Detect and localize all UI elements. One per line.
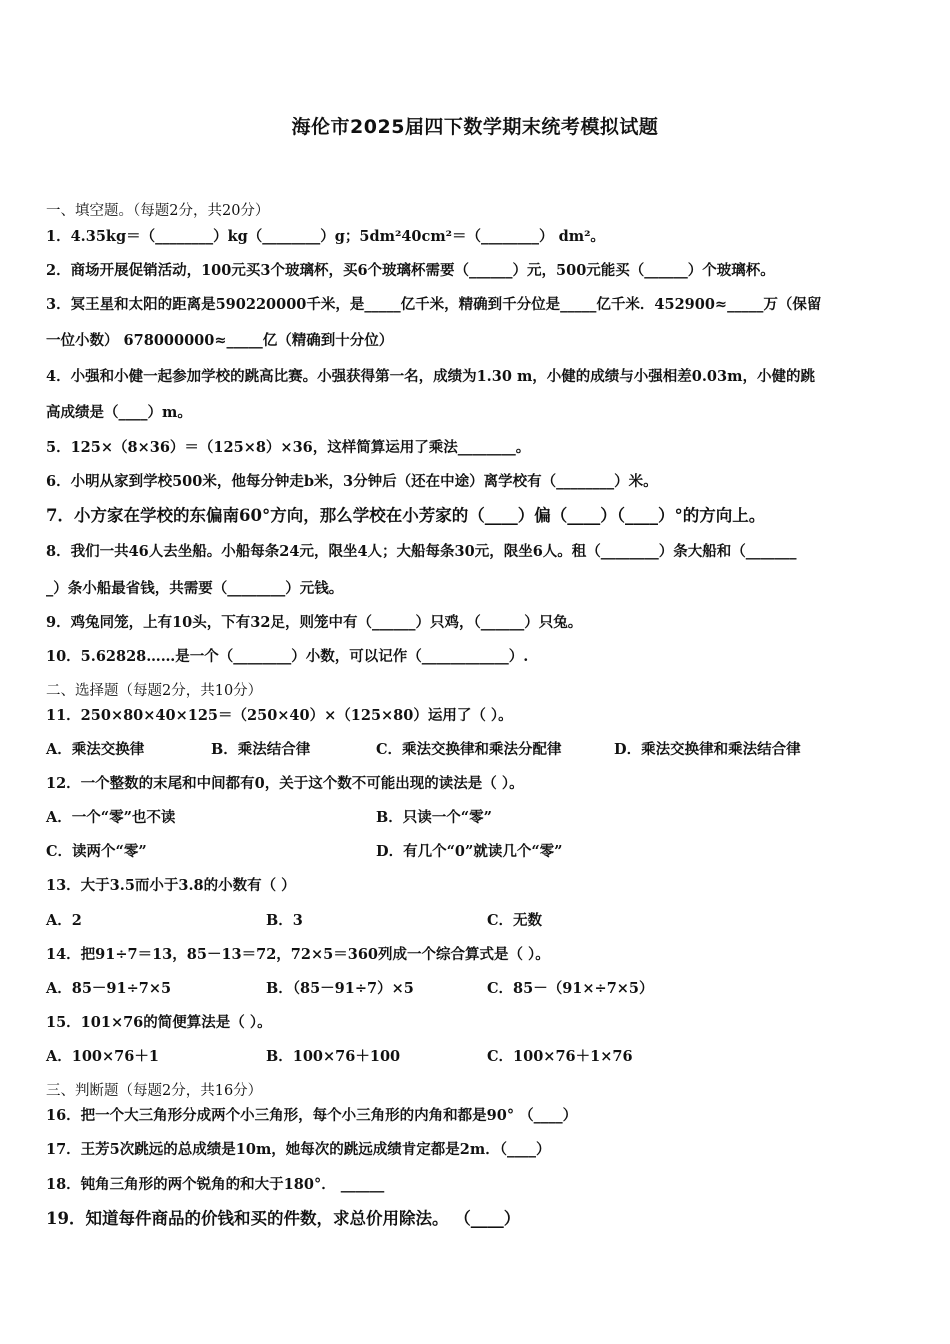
question-1: 1．4.35kg＝（________）kg（________）g；5dm²40cm²＝（________） dm²。 [46,228,605,245]
question-11-option-b: B．乘法结合律 [211,741,311,758]
question-11-option-a: A．乘法交换律 [46,741,145,758]
question-12-option-c: C．读两个“零” [46,843,147,860]
question-14-option-a: A．85－91÷7×5 [46,980,172,997]
question-4-line-1: 4．小强和小健一起参加学校的跳高比赛。小强获得第一名，成绩为1.30 m，小健的成绩与小强相差0.03m，小健的跳 [46,368,815,385]
question-9: 9．鸡兔同笼，上有10头，下有32足，则笼中有（______）只鸡，（______）只兔。 [46,614,583,631]
question-14: 14．把91÷7＝13，85－13＝72，72×5＝360列成一个综合算式是（ ）。 [46,946,550,963]
question-11: 11．250×80×40×125＝（250×40）×（125×80）运用了（ ）。 [46,707,513,724]
question-19: 19．知道每件商品的价钱和买的件数，求总价用除法。 （____） [46,1209,521,1228]
question-10: 10．5.62828……是一个（________）小数，可以记作（____________）. [46,648,529,665]
question-14-option-c: C．85－（91×÷7×5） [487,980,654,997]
question-17: 17．王芳5次跳远的总成绩是10m，她每次的跳远成绩肯定都是2m．（____） [46,1141,551,1158]
question-15-option-b: B．100×76＋100 [266,1048,401,1065]
question-2: 2．商场开展促销活动，100元买3个玻璃杯，买6个玻璃杯需要（______）元，500元能买（______）个玻璃杯。 [46,262,775,279]
question-13-option-c: C．无数 [487,912,543,929]
question-13-option-b: B．3 [266,912,303,929]
section-fill-in-heading: 一、填空题。（每题2分，共20分） [46,203,270,219]
question-12-option-d: D．有几个“0”就读几个“零” [376,843,563,860]
question-3-line-1: 3．冥王星和太阳的距离是590220000千米，是_____亿千米，精确到千分位是_____亿千米．452900≈_____万（保留 [46,296,822,313]
question-11-option-c: C．乘法交换律和乘法分配律 [376,741,562,758]
question-8-line-1: 8．我们一共46人去坐船。小船每条24元，限坐4人；大船每条30元，限坐6人。租（________）条大船和（_______ [46,543,797,560]
question-15-option-c: C．100×76＋1×76 [487,1048,633,1065]
question-11-option-d: D．乘法交换律和乘法结合律 [614,741,801,758]
question-16: 16．把一个大三角形分成两个小三角形，每个小三角形的内角和都是90° （____） [46,1107,578,1124]
page-title: 海伦市2025届四下数学期末统考模拟试题 [291,116,659,138]
section-judgement-heading: 三、判断题（每题2分，共16分） [46,1083,263,1099]
question-12-option-a: A．一个“零”也不读 [46,809,176,826]
question-13: 13．大于3.5而小于3.8的小数有（ ） [46,877,296,894]
question-4-line-2: 高成绩是（____）m。 [46,404,192,421]
question-15: 15．101×76的简便算法是（ ）。 [46,1014,272,1031]
question-12-option-b: B．只读一个“零” [376,809,492,826]
question-7: 7．小方家在学校的东偏南60°方向，那么学校在小芳家的（____）偏（____）（____）°的方向上。 [46,506,766,525]
question-15-option-a: A．100×76＋1 [46,1048,159,1065]
section-choice-heading: 二、选择题（每题2分，共10分） [46,683,263,699]
question-13-option-a: A．2 [46,912,82,929]
question-6: 6．小明从家到学校500米，他每分钟走b米，3分钟后（还在中途）离学校有（________）米。 [46,473,658,490]
question-14-option-b: B．（85－91÷7）×5 [266,980,414,997]
question-12: 12．一个整数的末尾和中间都有0，关于这个数不可能出现的读法是（ ）。 [46,775,524,792]
question-8-line-2: _）条小船最省钱，共需要（________）元钱。 [46,580,344,597]
question-5: 5．125×（8×36）＝（125×8）×36，这样简算运用了乘法________。 [46,439,531,456]
question-18: 18．钝角三角形的两个锐角的和大于180°． ______ [46,1176,385,1193]
question-3-line-2: 一位小数） 678000000≈_____亿（精确到十分位） [46,332,394,349]
